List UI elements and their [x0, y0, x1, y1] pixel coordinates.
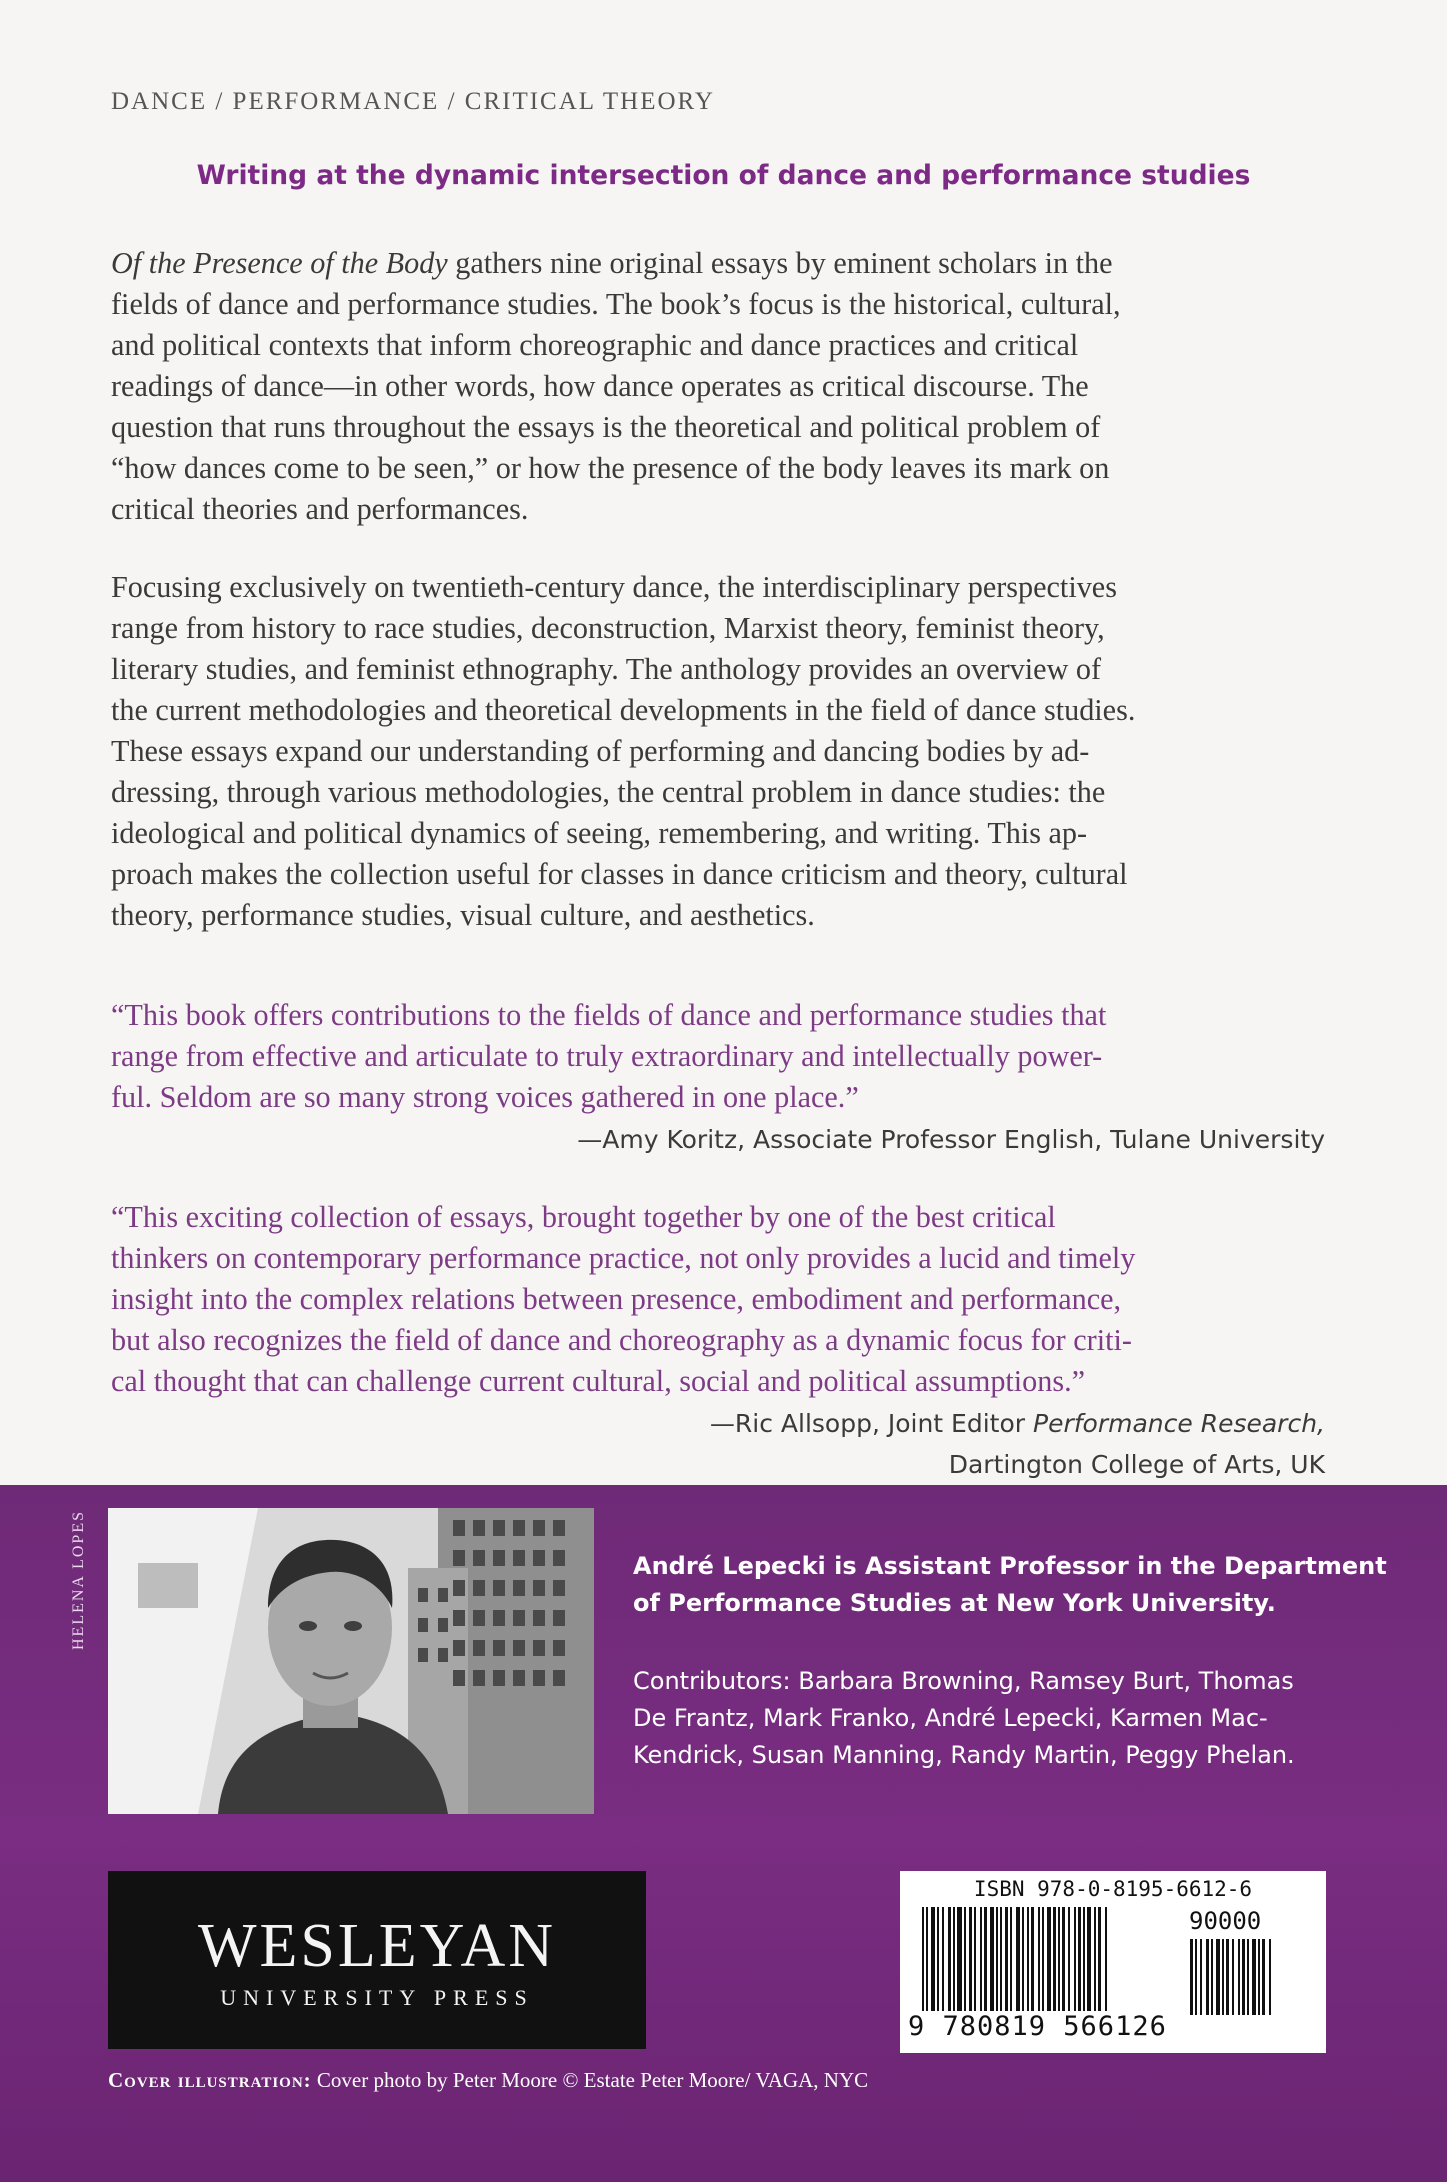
attribution-line — [710, 1403, 1325, 1444]
quote-line: thinkers on contemporary performance practice, not only provides a lucid and timely — [111, 1241, 1136, 1275]
barcode-bar — [1190, 1939, 1193, 2015]
description-line: “how dances come to be seen,” or how the presence of the body leaves its mark on — [111, 451, 1110, 485]
barcode-bar — [957, 1907, 962, 2011]
barcode-bar — [1038, 1907, 1040, 2011]
barcode-bar — [980, 1907, 982, 2011]
barcode-bar — [1005, 1907, 1008, 2011]
barcode-bar — [974, 1907, 976, 2011]
publisher-subtitle: UNIVERSITY PRESS — [220, 1985, 534, 2010]
barcode-bar — [1238, 1939, 1240, 2015]
barcode-bar — [1222, 1939, 1224, 2015]
description-line: literary studies, and feminist ethnography. The anthology provides an overview of — [111, 652, 1102, 686]
description-line: theory, performance studies, visual culture, and aesthetics. — [111, 898, 815, 932]
cover-credit — [108, 2068, 868, 2093]
quote-line: “This exciting collection of essays, brought together by one of the best critical — [111, 1200, 1056, 1234]
barcode-bar — [937, 1907, 939, 2011]
quote-line: “This book offers contributions to the fields of dance and performance studies that — [111, 998, 1107, 1032]
barcode-bar — [1010, 1907, 1012, 2011]
barcode-bar — [1087, 1907, 1091, 2011]
barcode-bar — [1232, 1939, 1234, 2015]
quote-line: range from effective and articulate to truly extraordinary and intellectually power- — [111, 1039, 1103, 1073]
review-quote-1 — [111, 995, 1341, 1118]
barcode-bar — [1068, 1907, 1070, 2011]
barcode-bar — [969, 1907, 972, 2011]
barcode-bar — [1047, 1907, 1051, 2011]
headline: Writing at the dynamic intersection of dance and performance studies — [196, 160, 1251, 191]
contributors-line: De Frantz, Mark Franko, André Lepecki, Karmen Mac- — [633, 1704, 1268, 1732]
description-text: gathers nine original essays by eminent scholars in the — [447, 246, 1113, 280]
barcode-bar — [1098, 1907, 1101, 2011]
book-title: Of the Presence of the Body — [111, 246, 448, 280]
quote-line: cal thought that can challenge current cultural, social and political assumptions.” — [111, 1364, 1086, 1398]
barcode-bar — [1042, 1907, 1044, 2011]
barcode-bar — [984, 1907, 987, 2011]
barcode-bar — [1058, 1907, 1060, 2011]
barcode-bar — [1200, 1939, 1202, 2015]
barcode-bar — [1000, 1907, 1002, 2011]
description-line: Focusing exclusively on twentieth-century dance, the interdisciplinary perspectives — [111, 570, 1117, 604]
barcode-bar — [1206, 1939, 1209, 2015]
barcode-bar — [1022, 1907, 1024, 2011]
barcode-bar — [990, 1907, 994, 2011]
barcode-bar — [922, 1907, 924, 2011]
barcode-bar — [1031, 1907, 1034, 2011]
barcode-bar — [1211, 1939, 1213, 2015]
quote-attribution-1 — [577, 1119, 1325, 1160]
barcode-bar — [931, 1907, 935, 2011]
description-line: the current methodologies and theoretical developments in the field of dance studies. — [111, 693, 1136, 727]
bio-line: of Performance Studies at New York University. — [633, 1589, 1276, 1617]
description-paragraph-1 — [111, 243, 1341, 530]
cover-credit-text: Cover photo by Peter Moore © Estate Peter Moore/ VAGA, NYC — [311, 2068, 869, 2092]
review-quote-2 — [111, 1197, 1341, 1402]
barcode-bar — [1247, 1939, 1249, 2015]
barcode-bar — [964, 1907, 966, 2011]
barcode-bar — [1262, 1939, 1265, 2015]
barcode-bar — [1062, 1907, 1065, 2011]
description-line: fields of dance and performance studies. The book’s focus is the historical, cultural, — [111, 287, 1121, 321]
barcode-bar — [1195, 1939, 1197, 2015]
barcode-bar — [1053, 1907, 1056, 2011]
description-line: range from history to race studies, deconstruction, Marxist theory, feminist theory, — [111, 611, 1105, 645]
description-line: These essays expand our understanding of performing and dancing bodies by ad- — [111, 734, 1090, 768]
barcode-bar — [1027, 1907, 1029, 2011]
price-code: 90000 — [1189, 1907, 1262, 1935]
description-line: ideological and political dynamics of seeing, remembering, and writing. This ap- — [111, 816, 1088, 850]
barcode-bar — [1226, 1939, 1229, 2015]
quote-line: but also recognizes the field of dance and choreography as a dynamic focus for criti- — [111, 1323, 1132, 1357]
isbn-number: ISBN 978-0-8195-6612-6 — [973, 1877, 1253, 1901]
description-line: critical theories and performances. — [111, 492, 529, 526]
barcode-bar — [948, 1907, 951, 2011]
description-line: proach makes the collection useful for classes in dance criticism and theory, cultural — [111, 857, 1128, 891]
description-line: and political contexts that inform choreographic and dance practices and critical — [111, 328, 1079, 362]
author-photo — [108, 1508, 594, 1814]
quote-attribution-2 — [710, 1403, 1325, 1485]
barcode-bar — [996, 1907, 998, 2011]
bio-line: André Lepecki is Assistant Professor in the Department — [633, 1552, 1387, 1580]
author-photo-illustration — [108, 1508, 594, 1814]
description-line: readings of dance—in other words, how dance operates as critical discourse. The — [111, 369, 1089, 403]
category-label: DANCE / PERFORMANCE / CRITICAL THEORY — [111, 88, 715, 115]
quote-line: ful. Seldom are so many strong voices gathered in one place.” — [111, 1080, 859, 1114]
barcode-bar — [953, 1907, 955, 2011]
description-line: question that runs throughout the essays is the theoretical and political problem of — [111, 410, 1101, 444]
publisher-logo — [108, 1871, 646, 2049]
barcode-bar — [1078, 1907, 1081, 2011]
barcode-bar — [1105, 1907, 1107, 2011]
author-bio — [633, 1548, 1387, 1622]
description-line — [111, 243, 1341, 284]
contributors-line: Kendrick, Susan Manning, Randy Martin, Peggy Phelan. — [633, 1741, 1295, 1769]
barcode-bar — [1269, 1939, 1271, 2015]
barcode-addon-bars — [1190, 1939, 1310, 2015]
description-paragraph-2 — [111, 567, 1341, 936]
cover-credit-label: Cover illustration: — [108, 2068, 312, 2092]
barcode-bar — [942, 1907, 944, 2011]
barcode-bar — [1094, 1907, 1096, 2011]
ean-digits: 9 780819 566126 — [908, 2011, 1167, 2042]
barcode-bar — [926, 1907, 928, 2011]
contributors-list — [633, 1663, 1353, 1774]
barcode-bar — [1258, 1939, 1260, 2015]
attribution-line: Dartington College of Arts, UK — [948, 1450, 1325, 1479]
attribution-text: —Amy Koritz, Associate Professor English, Tulane University — [577, 1125, 1325, 1154]
barcode-bar — [1242, 1939, 1245, 2015]
barcode-bar — [1016, 1907, 1020, 2011]
quote-line: insight into the complex relations between presence, embodiment and performance, — [111, 1282, 1122, 1316]
photo-credit: HELENA LOPES — [70, 1510, 87, 1650]
publisher-name: WESLEYAN — [197, 1912, 557, 1980]
journal-title: Performance Research, — [1033, 1409, 1325, 1438]
barcode — [900, 1871, 1326, 2053]
barcode-bar — [1074, 1907, 1076, 2011]
contributors-line: Contributors: Barbara Browning, Ramsey Burt, Thomas — [633, 1667, 1294, 1695]
barcode-bars — [922, 1907, 1184, 2011]
description-line: dressing, through various methodologies, the central problem in dance studies: the — [111, 775, 1106, 809]
barcode-bar — [1083, 1907, 1085, 2011]
barcode-bar — [1252, 1939, 1256, 2015]
barcode-bar — [1216, 1939, 1220, 2015]
attribution-text: —Ric Allsopp, Joint Editor — [709, 1409, 1033, 1438]
